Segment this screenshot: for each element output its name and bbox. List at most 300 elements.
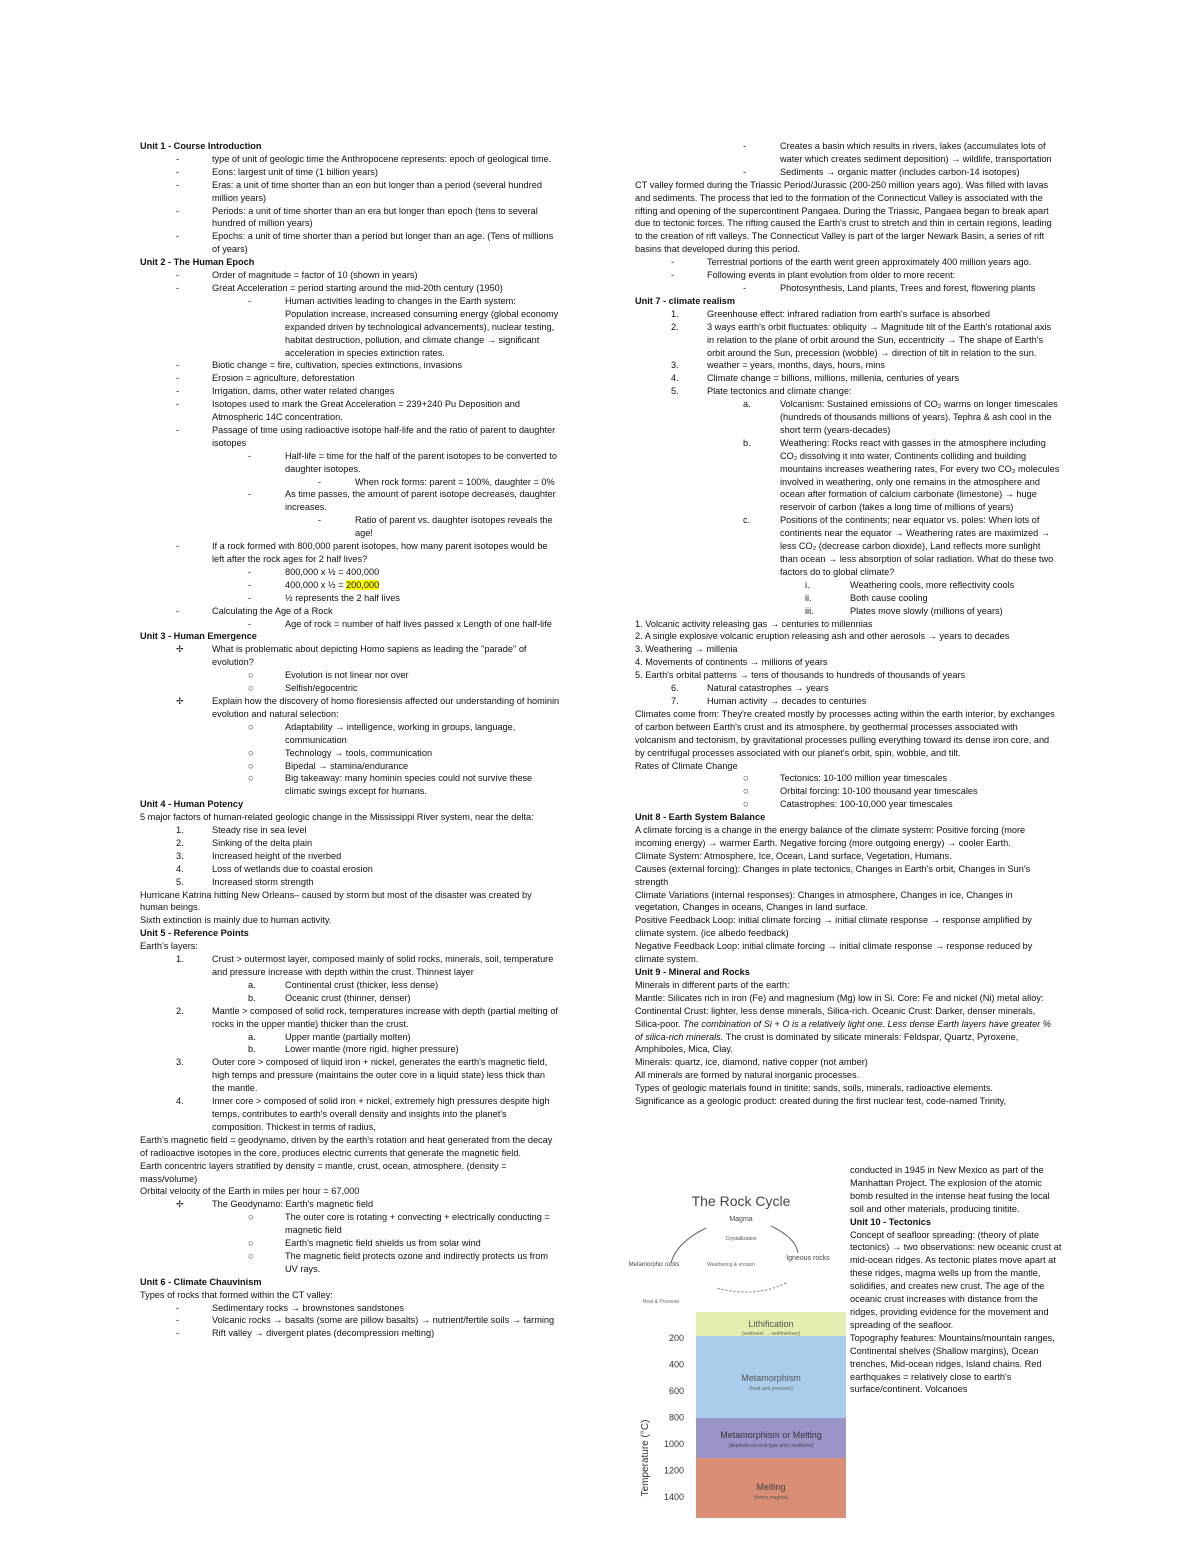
text-line	[140, 889, 560, 915]
line-text: Order of magnitude = factor of 10 (shown in years)	[212, 270, 418, 281]
bullet-marker: 2.	[671, 321, 679, 332]
bullet-marker: -	[743, 282, 747, 293]
figure-title: The Rock Cycle	[691, 1193, 791, 1209]
text-line	[635, 708, 1060, 760]
line-text: Great Acceleration = period starting around the mid-20th century (1950)	[212, 282, 503, 293]
line-text: As time passes, the amount of parent isotope decreases, daughter increases.	[285, 489, 556, 513]
text-line	[140, 1211, 560, 1237]
crystallization-label: Crystallization	[725, 1236, 757, 1242]
section-heading	[140, 798, 560, 811]
line-text: Plate tectonics and climate change:	[707, 386, 852, 397]
bullet-marker: 4.	[176, 863, 184, 874]
line-text: Unit 10 - Tectonics	[850, 1216, 931, 1227]
text-line	[635, 579, 1060, 592]
line-text: Positive Feedback Loop: initial climate forcing → initial climate response → response amplified by climate system. (ice albedo feedback)	[635, 915, 1032, 939]
line-text: Increased height of the riverbed	[212, 850, 342, 861]
section-heading	[140, 256, 560, 269]
line-text: Minerals in different parts of the earth:	[635, 979, 790, 990]
line-text: Bipedal → stamina/endurance	[285, 760, 409, 771]
text-line	[635, 940, 1060, 966]
text-line	[635, 166, 1060, 179]
right-column	[635, 140, 1060, 1108]
bullet-marker: 2.	[176, 837, 184, 848]
text-line	[140, 1056, 560, 1095]
text-line	[140, 992, 560, 1005]
text-line	[635, 630, 1060, 643]
line-text: Evolution is not linear nor over	[285, 670, 409, 681]
line-text: Age of rock = number of half lives passed x Length of one half-life	[285, 618, 552, 629]
bullet-marker: i.	[805, 579, 810, 590]
weathering-label: Weathering & erosion	[707, 1262, 755, 1268]
text-line	[140, 1327, 560, 1340]
text-line	[140, 811, 560, 824]
bullet-marker: ✢	[176, 695, 184, 706]
bullet-marker: 3.	[176, 1057, 184, 1068]
line-text: Catastrophes: 100-10,000 year timescales	[780, 799, 953, 810]
line-text: Sediments → organic matter (includes carbon-14 isotopes)	[780, 166, 1020, 177]
line-text: Unit 5 - Reference Points	[140, 928, 249, 939]
text-line	[140, 1185, 560, 1198]
axis-tick-label: 800	[668, 1412, 684, 1423]
line-text: 3 ways earth's orbit fluctuates: obliquity → Magnitude tilt of the Earth's rotational axis in relation to the plane of orbit around the Sun, eccentricity → The shape of Earth's orbit around the Sun, precession (wobble) → direction of tilt in relation to the sun.	[707, 321, 1052, 358]
text-line	[635, 1069, 1060, 1082]
line-text-after: The crust is dominated by silicate minerals: Feldspar, Quartz, Pyroxene, Amphiboles, Mica, Clay.	[635, 1031, 1019, 1055]
bullet-marker: 2.	[176, 1005, 184, 1016]
line-text: 800,000 x ½ = 400,000	[285, 566, 380, 577]
text-line	[635, 514, 1060, 579]
text-line	[140, 295, 560, 360]
line-text: Rates of Climate Change	[635, 760, 738, 771]
bullet-marker: 1.	[176, 954, 184, 965]
text-line	[140, 450, 560, 476]
text-line	[635, 850, 1060, 863]
line-text: Isotopes used to mark the Great Acceleration = 239+240 Pu Deposition and Atmospheric 14C concentration.	[212, 399, 520, 423]
line-text: Both cause cooling	[850, 592, 928, 603]
bullet-marker: -	[671, 257, 675, 268]
bullet-marker: iii.	[805, 605, 814, 616]
text-line	[140, 605, 560, 618]
text-line	[140, 747, 560, 760]
text-line	[635, 682, 1060, 695]
line-text: Lower mantle (more rigid, higher pressure)	[285, 1044, 459, 1055]
line-text: Earth concentric layers stratified by density = mantle, crust, ocean, atmosphere. (density = mass/volume)	[140, 1160, 507, 1184]
line-text: Plates move slowly (millions of years)	[850, 605, 1003, 616]
line-text: Crust > outermost layer, composed mainly of solid rocks, minerals, soil, temperature and pressure increase with depth within the crust. Thinnest layer	[212, 954, 554, 977]
bullet-marker: -	[671, 270, 675, 281]
bullet-marker: ✢	[176, 1199, 184, 1210]
text-line	[140, 282, 560, 295]
text-line	[140, 669, 560, 682]
text-line	[635, 889, 1060, 915]
line-text: Half-life = time for the half of the parent isotopes to be converted to daughter isotopes.	[285, 450, 557, 474]
text-line	[635, 979, 1060, 992]
line-text: Unit 2 - The Human Epoch	[140, 257, 255, 268]
metamorphic-label: Metamorphic rocks	[628, 1262, 680, 1268]
bullet-marker: -	[248, 450, 252, 461]
band-melting-sub: (forms magma)	[754, 1495, 788, 1501]
text-line	[635, 914, 1060, 940]
bullet-marker: 3.	[176, 850, 184, 861]
text-line	[140, 682, 560, 695]
axis-tick-label: 600	[668, 1386, 684, 1396]
bullet-marker: ✢	[176, 644, 184, 655]
bullet-marker: ii.	[805, 592, 812, 603]
text-line	[850, 1332, 1062, 1397]
band-metamorphism-label: Metamorphism	[741, 1373, 801, 1383]
text-line	[140, 230, 560, 256]
bullet-marker: -	[176, 1315, 180, 1326]
bullet-marker: 1.	[671, 308, 679, 319]
line-text: Periods: a unit of time shorter than an era but longer than epoch (tens to several hundred of million years)	[212, 205, 538, 229]
line-text: Unit 4 - Human Potency	[140, 799, 244, 810]
text-line	[635, 256, 1060, 269]
bullet-marker: ○	[248, 773, 254, 784]
bullet-marker: a.	[248, 1031, 256, 1042]
bullet-marker: 5.	[671, 386, 679, 397]
line-text: Irrigation, dams, other water related changes	[212, 386, 395, 397]
text-line	[140, 850, 560, 863]
text-line	[635, 669, 1060, 682]
text-line	[850, 1164, 1062, 1216]
line-text: Climate System: Atmosphere, Ice, Ocean, Land surface, Vegetation, Humans.	[635, 850, 952, 861]
text-line	[635, 1056, 1060, 1069]
axis-tick-label: 1400	[663, 1492, 684, 1502]
line-text: Minerals: quartz, ice, diamond, native copper (not amber)	[635, 1057, 868, 1068]
bullet-marker: b.	[248, 1044, 256, 1055]
text-line	[635, 282, 1060, 295]
cycle-arrow	[671, 1228, 706, 1263]
bullet-marker: 3.	[671, 360, 679, 371]
bullet-marker: -	[176, 541, 180, 552]
line-text: Human activities leading to changes in the Earth system: Population increase, increased consuming energy (global economy expanded driven by technological advancements), nuclear testing, habitat destruction, pollution, and climate change → significant acceleration in species extinction rates.	[285, 295, 559, 358]
line-text: Unit 8 - Earth System Balance	[635, 812, 766, 823]
bullet-marker: -	[176, 360, 180, 371]
text-line	[635, 824, 1060, 850]
line-text: Explain how the discovery of homo floresiensis affected our understanding of hominin evolution and natural selection:	[212, 695, 560, 719]
magma-label: Magma	[729, 1216, 753, 1223]
line-text: Creates a basin which results in rivers, lakes (accumulates lots of water which creates sediment deposition) → wildlife, transportation	[780, 141, 1052, 164]
text-line	[140, 1134, 560, 1160]
line-text: Greenhouse effect: infrared radiation from earth's surface is absorbed	[707, 308, 990, 319]
section-heading	[140, 927, 560, 940]
line-text: Mantle > composed of solid rock, temperatures increase with depth (partial melting of rocks in the upper mantle) thicker than the crust.	[212, 1005, 558, 1029]
text-line	[635, 695, 1060, 708]
text-line	[635, 656, 1060, 669]
bullet-marker: ○	[248, 1250, 254, 1261]
bullet-marker: -	[248, 592, 252, 603]
text-line	[140, 488, 560, 514]
line-text: 5 major factors of human-related geologic change in the Mississippi River system, near the delta:	[140, 812, 534, 823]
axis-label: Temperature (°C)	[640, 1419, 651, 1497]
line-text: What is problematic about depicting Homo sapiens as leading the "parade" of evolution?	[212, 644, 527, 668]
line-text: 400,000 x ½ =	[285, 579, 347, 590]
text-line	[140, 1005, 560, 1031]
bullet-marker: ○	[743, 799, 749, 810]
section-heading	[140, 630, 560, 643]
bullet-marker: -	[176, 205, 180, 216]
section-heading	[635, 811, 1060, 824]
text-line	[635, 398, 1060, 437]
line-text: Eons: largest unit of time (1 billion years)	[212, 166, 378, 177]
line-text: Biotic change = fire, cultivation, species extinctions, invasions	[212, 360, 462, 371]
line-text: Mantle: Silicates rich in iron (Fe) and magnesium (Mg) low in Si. Core: Fe and nickel (Ni) metal alloy: Continental Crust: lighter, less dense minerals, Silica-rich. Oceanic Crust: Darker, denser minerals, Silica-poor.	[635, 992, 1044, 1029]
text-line	[635, 785, 1060, 798]
line-text: The magnetic field protects ozone and indirectly protects us from UV rays.	[285, 1250, 548, 1274]
line-text: Epochs: a unit of time shorter than a period but longer than an age. (Tens of millions of years)	[212, 231, 554, 255]
line-text: Tectonics: 10-100 million year timescales	[780, 773, 947, 784]
cycle-arrow	[771, 1226, 798, 1253]
line-text: Significance as a geologic product: created during the first nuclear test, code-named Trinity,	[635, 1096, 1007, 1107]
text-line	[635, 992, 1060, 1057]
line-text: Weathering: Rocks react with gasses in the atmosphere including CO₂ dissolving it into water, Continents colliding and building mountains increases weathering rates, For every two CO₂ molecules involved in weathering, only one remains in the atmosphere and ocean after formation of calcium carbonate (limestone) → huge reservoir of carbon (takes a long time of millions of years)	[780, 437, 1060, 513]
bullet-marker: a.	[743, 399, 751, 410]
text-line	[140, 166, 560, 179]
text-line	[140, 1302, 560, 1315]
section-heading	[635, 295, 1060, 308]
line-text: Sixth extinction is mainly due to human activity.	[140, 915, 332, 926]
line-text: Erosion = agriculture, deforestation	[212, 373, 355, 384]
text-line	[140, 592, 560, 605]
text-line	[140, 372, 560, 385]
right-tail-text	[850, 1164, 1062, 1396]
line-text: CT valley formed during the Triassic Period/Jurassic (200-250 million years ago). Was filled with lavas and sediments. The process that led to the formation of the Connecticut Valley is associated with the rifting and opening of the supercontinent Pangaea. During the Triassic, Pangaea began to break apart due to tectonic forces. The rifting caused the Earth's crust to stretch and thin in certain regions, leading to the creation of rift valleys. The Connecticut Valley is part of the larger Newark Basin, a series of rift basins that developed during this period.	[635, 179, 1052, 255]
line-text: Oceanic crust (thinner, denser)	[285, 992, 411, 1003]
line-text: Orbital forcing: 10-100 thousand year timescales	[780, 786, 978, 797]
line-text: Upper mantle (partially molten)	[285, 1031, 411, 1042]
highlighted-answer: 200,000	[346, 579, 380, 590]
line-text: 1. Volcanic activity releasing gas → centuries to millennias	[635, 618, 873, 629]
line-text: Following events in plant evolution from older to more recent:	[707, 270, 956, 281]
text-line	[140, 837, 560, 850]
line-text: Inner core > composed of solid iron + nickel, extremely high pressures despite high temps, contributes to earth's overall density and insights into the planet's composition. Thickest in terms of radius,	[212, 1096, 550, 1132]
text-line	[140, 721, 560, 747]
bullet-marker: -	[176, 231, 180, 242]
line-text: Orbital velocity of the Earth in miles per hour = 67,000	[140, 1186, 360, 1197]
bullet-marker: b.	[743, 437, 751, 448]
bullet-marker: ○	[248, 683, 254, 694]
line-text: Adaptability → intelligence, working in groups, language, communication	[285, 721, 516, 745]
text-line	[850, 1229, 1062, 1332]
bullet-marker: 4.	[176, 1096, 184, 1107]
bullet-marker: -	[176, 270, 180, 281]
line-text: Climate Variations (internal responses): Changes in atmosphere, Changes in ice, Changes in vegetation, Changes in oceans, Changes in land surface.	[635, 889, 1013, 913]
line-text: Unit 1 - Course Introduction	[140, 141, 262, 151]
line-text: Sinking of the delta plain	[212, 837, 313, 848]
line-text: Steady rise in sea level	[212, 825, 307, 836]
text-line	[635, 437, 1060, 514]
line-text: Unit 9 - Mineral and Rocks	[635, 967, 750, 977]
text-line	[140, 1250, 560, 1276]
line-text: Terrestrial portions of the earth went green approximately 400 million years ago.	[707, 257, 1032, 268]
section-heading	[140, 1276, 560, 1289]
bullet-marker: -	[248, 489, 252, 500]
bullet-marker: ○	[248, 747, 254, 758]
line-text: Technology → tools, communication	[285, 747, 433, 758]
cycle-arrow	[716, 1283, 786, 1292]
line-text: Calculating the Age of a Rock	[212, 605, 333, 616]
text-line	[635, 798, 1060, 811]
line-text: Continental crust (thicker, less dense)	[285, 979, 439, 990]
bullet-marker: 6.	[671, 683, 679, 694]
line-text: Selfish/egocentric	[285, 683, 358, 694]
text-line	[140, 153, 560, 166]
text-line	[140, 824, 560, 837]
bullet-marker: -	[176, 1302, 180, 1313]
text-line	[140, 179, 560, 205]
bullet-marker: -	[176, 1328, 180, 1339]
text-line	[140, 359, 560, 372]
left-column	[140, 140, 560, 1340]
text-line	[140, 863, 560, 876]
line-text: Rift valley → divergent plates (decompression melting)	[212, 1328, 435, 1339]
text-line	[140, 1043, 560, 1056]
line-text: Causes (external forcing): Changes in plate tectonics, Changes in Earth's orbit, Changes in Sun's strength	[635, 863, 1031, 887]
text-line	[635, 359, 1060, 372]
line-text: Concept of seafloor spreading: (theory of plate tectonics) → two observations: new oceanic crust at mid-ocean ridges. As tectonic plates move apart at these ridges, magma wells up from the mantle, solidifies, and creates new crust. The age of the oceanic crust increases with distance from the ridges, providing evidence for the movement and spreading of the seafloor.	[850, 1229, 1062, 1330]
bullet-marker: 5.	[176, 876, 184, 887]
line-text: Ratio of parent vs. daughter isotopes reveals the age!	[355, 515, 553, 539]
bullet-marker: -	[176, 282, 180, 293]
line-text: Natural catastrophes → years	[707, 683, 829, 694]
bullet-marker: ○	[248, 1212, 254, 1223]
line-text: Earth's layers:	[140, 941, 198, 952]
line-text: Sedimentary rocks → brownstones sandstones	[212, 1302, 405, 1313]
bullet-marker: c.	[743, 515, 751, 526]
line-text: Volcanism: Sustained emissions of CO₂ warms on longer timescales (hundreds of thousands millions of years). Tephra & ash cool in the short term (years-decades)	[780, 399, 1058, 435]
text-line	[140, 643, 560, 669]
bullet-marker: -	[176, 399, 180, 410]
line-text: 4. Movements of continents → millions of years	[635, 657, 828, 668]
bullet-marker: -	[248, 618, 252, 629]
rock-cycle-figure	[628, 1188, 846, 1518]
text-line	[140, 979, 560, 992]
bullet-marker: 7.	[671, 695, 679, 706]
bullet-marker: ○	[248, 760, 254, 771]
bullet-marker: -	[176, 605, 180, 616]
line-text: Unit 3 - Human Emergence	[140, 631, 257, 642]
line-text: type of unit of geologic time the Anthropocene represents: epoch of geological time.	[212, 153, 552, 164]
line-text: A climate forcing is a change in the energy balance of the climate system: Positive forcing (more incoming energy) → warmer Earth. Negative forcing (more outgoing energy) → cooler Earth.	[635, 825, 1026, 848]
bullet-marker: -	[176, 424, 180, 435]
band-lithification-sub: (sediment → sedimentary)	[741, 1331, 801, 1337]
text-line	[140, 914, 560, 927]
text-line	[140, 424, 560, 450]
line-text: Passage of time using radioactive isotope half-life and the ratio of parent to daughter isotopes	[212, 424, 556, 448]
line-text: The outer core is rotating + convecting + electrically conducting = magnetic field	[285, 1212, 550, 1236]
line-text: conducted in 1945 in New Mexico as part of the Manhattan Project. The explosion of the atomic bomb resulted in the intense heat fusing the local soil and other materials, producing tinitite.	[850, 1165, 1050, 1214]
text-line	[635, 1095, 1060, 1108]
text-line	[635, 592, 1060, 605]
text-line	[140, 205, 560, 231]
italic-text: The combination of Si + O is a relatively light one. Less dense Earth layers have greater % of silica-rich minerals.	[635, 1018, 1051, 1042]
bullet-marker: a.	[248, 979, 256, 990]
text-line	[140, 269, 560, 282]
line-text: Unit 6 - Climate Chauvinism	[140, 1276, 262, 1287]
text-line	[140, 1095, 560, 1134]
axis-tick-label: 1200	[663, 1465, 684, 1476]
axis-tick-label: 1000	[663, 1439, 684, 1449]
text-line	[140, 1237, 560, 1250]
text-line	[140, 618, 560, 631]
text-line	[635, 179, 1060, 256]
line-text: If a rock formed with 800,000 parent isotopes, how many parent isotopes would be left after the rock ages for 2 half lives?	[212, 541, 548, 564]
text-line	[635, 605, 1060, 618]
line-text: Increased storm strength	[212, 876, 314, 887]
line-text: Topography features: Mountains/mountain ranges, Continental shelves (Shallow margins), Ocean trenches, Mid-ocean ridges, Island chains. Red earthquakes = relatively close to earth's surface/continent. Volcanoes	[850, 1332, 1055, 1395]
text-line	[140, 476, 560, 489]
text-line	[140, 566, 560, 579]
text-line	[140, 772, 560, 798]
line-text: Earth's magnetic field shields us from solar wind	[285, 1238, 481, 1249]
line-text: 3. Weathering → millenia	[635, 644, 738, 655]
axis-tick-label: 400	[668, 1359, 684, 1370]
line-text: Volcanic rocks → basalts (some are pillow basalts) → nutrient/fertile soils → farming	[212, 1315, 555, 1326]
line-text: Big takeaway: many hominin species could not survive these climatic swings except for humans.	[285, 773, 533, 797]
line-text: Eras: a unit of time shorter than an eon but longer than a period (several hundred million years)	[212, 179, 542, 203]
text-line	[635, 760, 1060, 773]
line-text: Positions of the continents; near equator vs. poles: When lots of continents near the equator → Weathering rates are maximized → less CO₂ (decrease carbon dioxide), Land reflects more sunlight than ocean → less absorption of solar radiation. What do these two factors do to global climate?	[780, 515, 1054, 577]
bullet-marker: 4.	[671, 373, 679, 384]
bullet-marker: -	[248, 566, 252, 577]
text-line	[140, 1198, 560, 1211]
text-line	[140, 953, 560, 979]
text-line	[635, 1082, 1060, 1095]
igneous-label: Igneous rocks	[786, 1255, 830, 1262]
bullet-marker: ○	[248, 721, 254, 732]
section-heading	[850, 1216, 1062, 1229]
text-line	[635, 863, 1060, 889]
line-text: Loss of wetlands due to coastal erosion	[212, 863, 373, 874]
text-line	[635, 308, 1060, 321]
text-line	[140, 1314, 560, 1327]
bullet-marker: ○	[743, 773, 749, 784]
text-line	[635, 385, 1060, 398]
bullet-marker: -	[176, 166, 180, 177]
bullet-marker: -	[318, 515, 322, 526]
line-text: weather = years, months, days, hours, mins	[707, 360, 885, 371]
bullet-marker: -	[743, 166, 747, 177]
line-text: 2. A single explosive volcanic eruption releasing ash and other aerosols → years to decades	[635, 631, 1010, 642]
band-partial-sub: (depends on rock type and conditions)	[728, 1443, 814, 1449]
line-text: When rock forms: parent = 100%, daughter = 0%	[355, 476, 555, 487]
line-text: Types of rocks that formed within the CT valley:	[140, 1289, 333, 1300]
bullet-marker: -	[248, 295, 252, 306]
text-line	[635, 269, 1060, 282]
bullet-marker: ○	[248, 1238, 254, 1249]
line-text: Negative Feedback Loop: initial climate forcing → initial climate response → response reduced by climate system.	[635, 941, 1033, 965]
line-text: Types of geologic materials found in tinitite: sands, soils, minerals, radioactive elements.	[635, 1083, 993, 1094]
line-text: Unit 7 - climate realism	[635, 295, 736, 306]
text-line	[140, 876, 560, 889]
line-text: Climates come from: They're created mostly by processes acting within the earth interior, by exchanges of carbon between Earth's crust and its atmosphere, by geothermal processes associated with volcanism and tectonism, by gravitational processes pulling everything toward its dense iron core, and by centrifugal processes associated with our planet's orbit, spin, wobble, and tilt.	[635, 708, 1055, 758]
line-text: Photosynthesis, Land plants, Trees and forest, flowering plants	[780, 282, 1036, 293]
heat-pressure-label: Heat & Pressure	[642, 1299, 680, 1305]
line-text: Human activity → decades to centuries	[707, 695, 867, 706]
band-melting-label: Melting	[756, 1482, 786, 1492]
bullet-marker: ○	[743, 786, 749, 797]
line-text: ½ represents the 2 half lives	[285, 592, 400, 603]
band-metamorphism-sub: (heat and pressure)	[749, 1386, 793, 1392]
text-line	[635, 372, 1060, 385]
bullet-marker: -	[176, 153, 180, 164]
bullet-marker: -	[176, 179, 180, 190]
text-line	[140, 1160, 560, 1186]
text-line	[140, 579, 560, 592]
text-line	[140, 514, 560, 540]
line-text: Weathering cools, more reflectivity cools	[850, 579, 1015, 590]
text-line	[140, 695, 560, 721]
bullet-marker: -	[743, 141, 747, 151]
